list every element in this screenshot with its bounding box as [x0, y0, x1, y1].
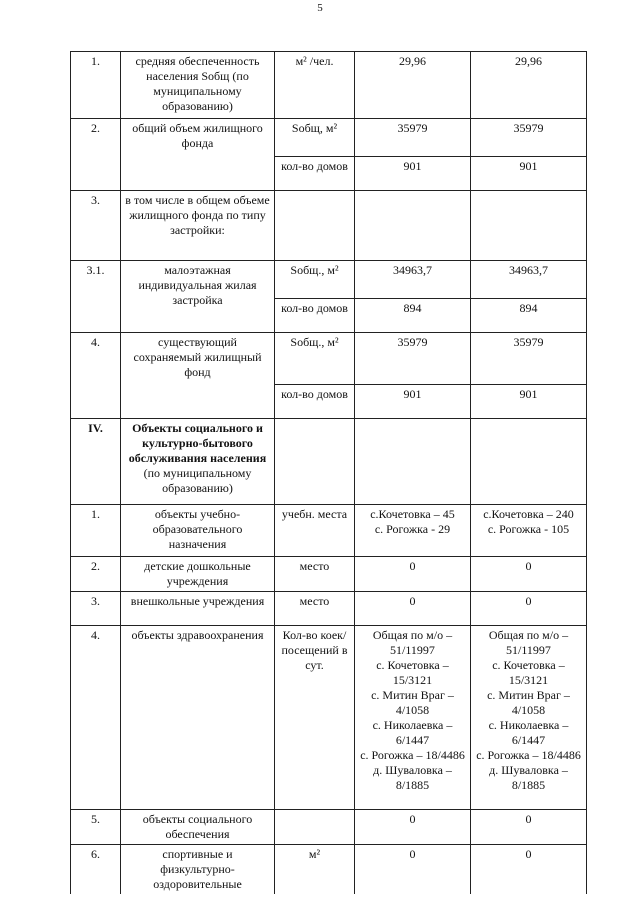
row-number: 1.: [71, 505, 121, 557]
section-name: [121, 419, 275, 505]
unit-cell: Sобщ., м²: [275, 333, 355, 385]
unit-cell: Sобщ, м²: [275, 119, 355, 157]
value-cell-2: с.Кочетовка – 240 с. Рогожка - 105: [471, 505, 587, 557]
value-cell-2: 34963,7: [471, 261, 587, 299]
indicator-name: спортивные и физкультурно-оздоровительные: [121, 845, 275, 895]
table-row: [71, 557, 587, 592]
indicator-name: общий объем жилищного фонда: [121, 119, 275, 191]
value-cell-1: 901: [355, 157, 471, 191]
value-cell-1: 901: [355, 385, 471, 419]
page-number: 5: [317, 2, 323, 14]
value-cell-1: 35979: [355, 119, 471, 157]
value-cell-1: 34963,7: [355, 261, 471, 299]
unit-cell: кол-во домов: [275, 385, 355, 419]
value-cell-1: 35979: [355, 333, 471, 385]
indicator-name: внешкольные учреждения: [121, 592, 275, 626]
value-cell-1: 0: [355, 592, 471, 626]
section-note: (по муниципальному образованию): [143, 466, 252, 495]
unit-cell: Кол-во коек/ посещений в сут.: [275, 626, 355, 810]
unit-cell: [275, 52, 355, 119]
row-number: 2.: [71, 557, 121, 592]
value-cell-2: 35979: [471, 333, 587, 385]
value-cell-2: 0: [471, 810, 587, 845]
unit-cell: место: [275, 557, 355, 592]
value-cell-1: Общая по м/о – 51/11997 с. Кочетовка – 15/3121 с. Митин Враг – 4/1058 с. Николаевка – 6/1447 с. Рогожка – 18/4486 д. Шуваловка – 8/1885: [355, 626, 471, 810]
unit-cell: учебн. места: [275, 505, 355, 557]
row-number: 1.: [71, 52, 121, 119]
section-number: IV.: [71, 419, 121, 505]
row-number: 4.: [71, 626, 121, 810]
unit-cell: кол-во домов: [275, 157, 355, 191]
unit-cell: [275, 810, 355, 845]
value-cell-2: Общая по м/о – 51/11997 с. Кочетовка – 15/3121 с. Митин Враг – 4/1058 с. Николаевка – 6/1447 с. Рогожка – 18/4486 д. Шуваловка – 8/1885: [471, 626, 587, 810]
value-cell-2: 35979: [471, 119, 587, 157]
value-cell-2: 894: [471, 299, 587, 333]
table-row: [71, 810, 587, 845]
table-row: [71, 626, 587, 810]
section-title: Объекты социального и культурно-бытового обслуживания населения: [128, 421, 267, 465]
row-number: 3.: [71, 592, 121, 626]
value-cell-1: [355, 419, 471, 505]
value-cell-2: [471, 191, 587, 261]
row-number: 3.: [71, 191, 121, 261]
value-cell-2: 29,96: [471, 52, 587, 119]
table-row: [71, 119, 587, 157]
unit-cell: [275, 191, 355, 261]
row-number: 5.: [71, 810, 121, 845]
indicator-name: объекты здравоохранения: [121, 626, 275, 810]
indicator-name: малоэтажная индивидуальная жилая застройка: [121, 261, 275, 333]
table-row: [71, 333, 587, 385]
value-cell-2: [471, 419, 587, 505]
value-cell-2: 901: [471, 157, 587, 191]
indicator-name: объекты учебно-образовательного назначения: [121, 505, 275, 557]
value-cell-1: 0: [355, 557, 471, 592]
row-number: 3.1.: [71, 261, 121, 333]
row-number: 2.: [71, 119, 121, 191]
unit-value: м² /чел.: [295, 54, 334, 68]
value-cell-1: 894: [355, 299, 471, 333]
value-cell-1: 0: [355, 845, 471, 895]
value-cell-1: [355, 191, 471, 261]
indicators-table: [70, 51, 587, 894]
indicator-name: объекты социального обеспечения: [121, 810, 275, 845]
table-row: [71, 261, 587, 299]
indicator-name: детские дошкольные учреждения: [121, 557, 275, 592]
unit-cell: кол-во домов: [275, 299, 355, 333]
table-row: [71, 505, 587, 557]
value-cell-2: 0: [471, 557, 587, 592]
table-row: [71, 52, 587, 119]
value-cell-2: 901: [471, 385, 587, 419]
unit-cell: м²: [275, 845, 355, 895]
indicator-name: существующий сохраняемый жилищный фонд: [121, 333, 275, 419]
unit-cell: Sобщ., м²: [275, 261, 355, 299]
indicator-name: в том числе в общем объеме жилищного фонда по типу застройки:: [121, 191, 275, 261]
row-number: 6.: [71, 845, 121, 895]
row-number: 4.: [71, 333, 121, 419]
value-cell-2: 0: [471, 592, 587, 626]
value-cell-1: 0: [355, 810, 471, 845]
section-row: [71, 419, 587, 505]
unit-cell: [275, 419, 355, 505]
table-row: [71, 191, 587, 261]
table-row: [71, 592, 587, 626]
value-cell-1: с.Кочетовка – 45 с. Рогожка - 29: [355, 505, 471, 557]
unit-cell: место: [275, 592, 355, 626]
value-cell-1: 29,96: [355, 52, 471, 119]
table-row: [71, 845, 587, 895]
indicator-name: средняя обеспеченность населения Sобщ (по муниципальному образованию): [121, 52, 275, 119]
value-cell-2: 0: [471, 845, 587, 895]
